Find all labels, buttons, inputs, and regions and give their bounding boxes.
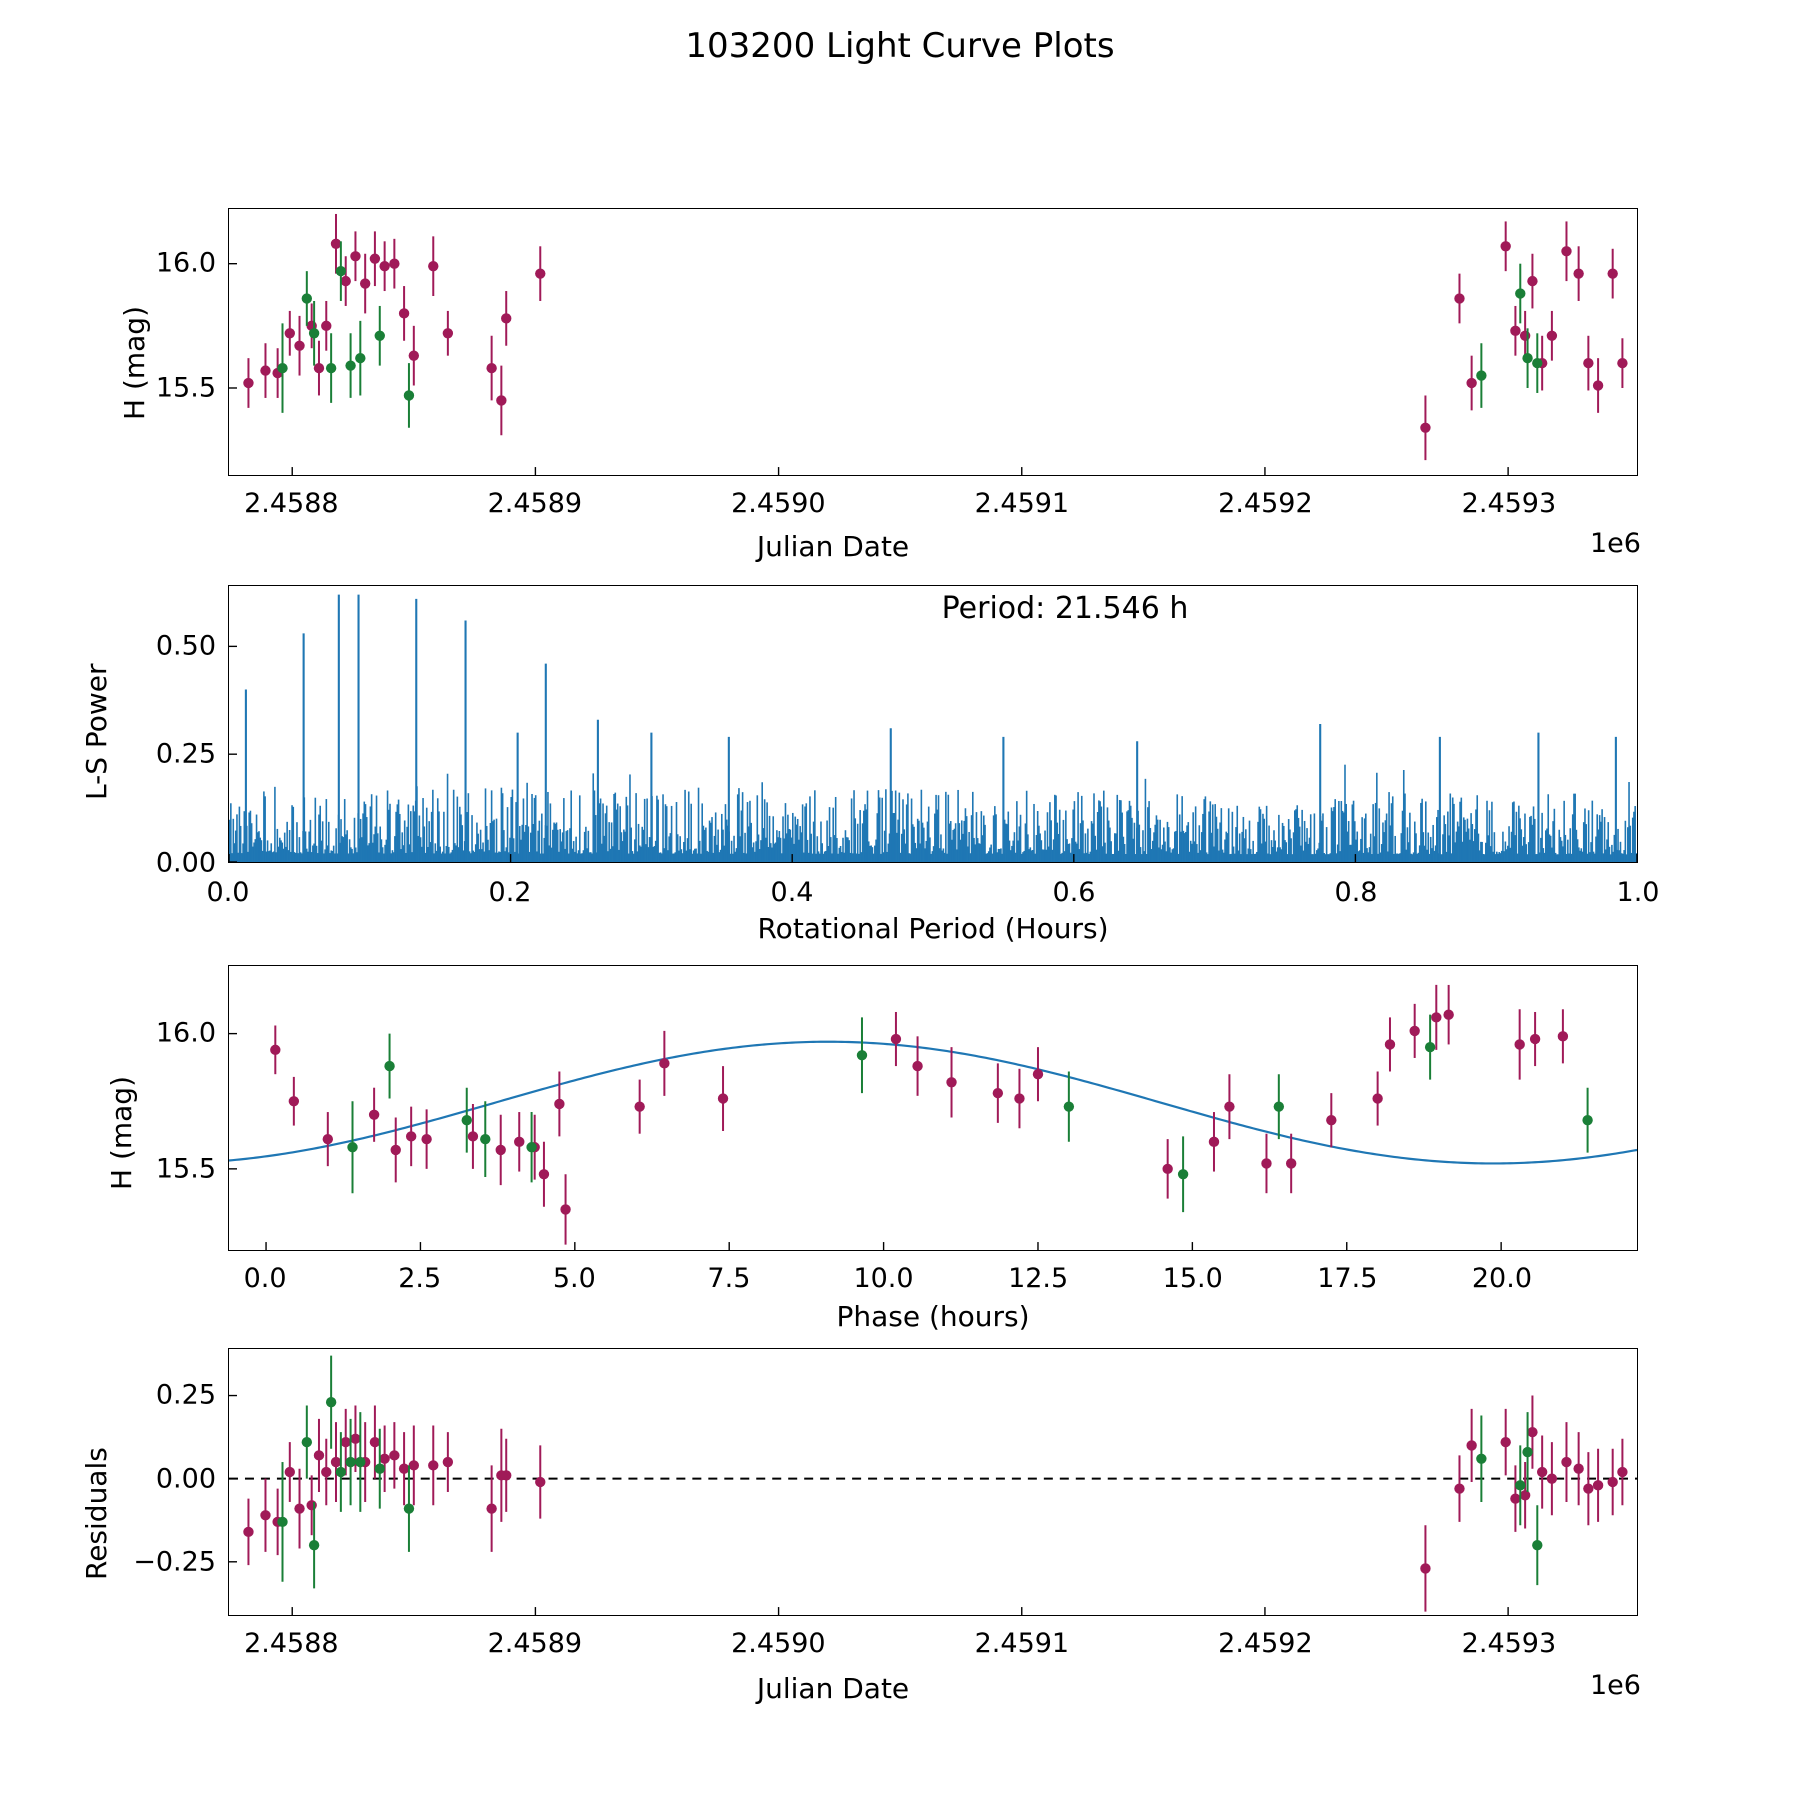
data-point [421, 1134, 431, 1144]
x-axis-label-3: Phase (hours) [836, 1300, 1030, 1333]
series-set-b [347, 1015, 1592, 1212]
data-point [1520, 1490, 1530, 1500]
data-point [360, 278, 370, 288]
x-tick-label: 2.4589 [487, 1628, 583, 1659]
x-tick-label: 7.5 [707, 1263, 751, 1294]
data-point [501, 1470, 511, 1480]
axes-frame-3 [228, 965, 1638, 1251]
data-point [1326, 1115, 1336, 1125]
data-point [336, 266, 346, 276]
series-set-a [243, 214, 1627, 460]
x-tick-label: 0.0 [243, 1263, 287, 1294]
series-set-a [270, 985, 1568, 1245]
data-point [345, 1457, 355, 1467]
data-point [285, 1467, 295, 1477]
data-point [1178, 1169, 1188, 1179]
plot-area-4 [229, 1349, 1637, 1615]
data-point [409, 1460, 419, 1470]
data-point [331, 1457, 341, 1467]
data-point [1573, 1464, 1583, 1474]
data-point [1607, 268, 1617, 278]
data-point [718, 1093, 728, 1103]
data-point [554, 1099, 564, 1109]
data-point [306, 1500, 316, 1510]
data-point [404, 390, 414, 400]
data-point [1561, 1457, 1571, 1467]
data-point [1537, 1467, 1547, 1477]
panel-phase-folded [228, 965, 1638, 1251]
data-point [1425, 1042, 1435, 1052]
x-tick-label: 12.5 [1008, 1263, 1069, 1294]
data-point [347, 1142, 357, 1152]
data-point [321, 321, 331, 331]
panel-periodogram [228, 585, 1638, 863]
data-point [946, 1077, 956, 1087]
data-point [370, 254, 380, 264]
y-axis-label-3: H (mag) [105, 1075, 138, 1190]
data-point [1510, 1493, 1520, 1503]
y-tick-label: 0.00 [155, 847, 216, 879]
y-tick-label: 0.25 [155, 738, 216, 770]
data-point [336, 1467, 346, 1477]
data-point [302, 1437, 312, 1447]
data-point [1515, 288, 1525, 298]
data-point [857, 1050, 867, 1060]
data-point [399, 1464, 409, 1474]
y-axis-label-1: H (mag) [118, 305, 151, 420]
data-point [1420, 1563, 1430, 1573]
data-point [1286, 1158, 1296, 1168]
data-point [539, 1169, 549, 1179]
data-point [1476, 370, 1486, 380]
data-point [406, 1131, 416, 1141]
data-point [331, 239, 341, 249]
data-point [294, 341, 304, 351]
data-point [468, 1131, 478, 1141]
data-point [535, 1477, 545, 1487]
data-point [1466, 378, 1476, 388]
data-point [1582, 1115, 1592, 1125]
data-point [1527, 1427, 1537, 1437]
data-point [1520, 331, 1530, 341]
data-point [1522, 353, 1532, 363]
axes-frame-2 [228, 585, 1638, 863]
data-point [321, 1467, 331, 1477]
fit-curve [229, 1042, 1637, 1164]
x-tick-label: 0.2 [488, 877, 532, 908]
x-tick-label: 10.0 [853, 1263, 914, 1294]
x-tick-label: 1.0 [1616, 877, 1660, 908]
data-point [993, 1088, 1003, 1098]
x-axis-offset-1: 1e6 [1590, 528, 1641, 559]
data-point [1162, 1164, 1172, 1174]
data-point [277, 363, 287, 373]
x-tick-label: 5.0 [552, 1263, 596, 1294]
y-axis-label-2: L-S Power [80, 663, 113, 800]
data-point [379, 261, 389, 271]
data-point [341, 1437, 351, 1447]
data-point [294, 1503, 304, 1513]
data-point [1515, 1480, 1525, 1490]
data-point [1593, 380, 1603, 390]
data-point [1532, 1540, 1542, 1550]
data-point [443, 1457, 453, 1467]
data-point [1583, 1483, 1593, 1493]
x-tick-label: 0.8 [1334, 877, 1378, 908]
x-tick-label: 2.4590 [731, 488, 826, 519]
data-point [891, 1034, 901, 1044]
data-point [326, 1397, 336, 1407]
data-point [486, 363, 496, 373]
data-point [355, 353, 365, 363]
data-point [496, 395, 506, 405]
data-point [309, 328, 319, 338]
x-axis-label-1: Julian Date [756, 530, 910, 563]
data-point [1527, 276, 1537, 286]
series-set-b [277, 241, 1542, 427]
data-point [399, 308, 409, 318]
y-tick-label: 0.25 [155, 1379, 216, 1411]
data-point [1514, 1039, 1524, 1049]
data-point [1593, 1480, 1603, 1490]
data-point [1500, 241, 1510, 251]
data-point [526, 1142, 536, 1152]
data-point [1385, 1039, 1395, 1049]
x-tick-label: 2.4588 [244, 1628, 339, 1659]
x-tick-label: 2.4591 [974, 1628, 1070, 1659]
series-set-a [243, 1396, 1627, 1612]
data-point [1530, 1034, 1540, 1044]
data-point [480, 1134, 490, 1144]
data-point [1583, 358, 1593, 368]
x-tick-label: 2.4590 [731, 1628, 826, 1659]
x-axis-label-4: Julian Date [756, 1672, 910, 1705]
data-point [462, 1115, 472, 1125]
y-tick-label: 0.00 [155, 1463, 216, 1495]
data-point [428, 261, 438, 271]
data-point [1224, 1101, 1234, 1111]
data-point [375, 1464, 385, 1474]
data-point [270, 1045, 280, 1055]
data-point [370, 1437, 380, 1447]
x-tick-label: 2.4592 [1218, 488, 1313, 519]
data-point [486, 1503, 496, 1513]
plot-area-3 [229, 966, 1637, 1250]
x-tick-label: 2.4593 [1461, 488, 1557, 519]
data-point [1573, 268, 1583, 278]
data-point [1522, 1447, 1532, 1457]
x-tick-label: 2.5 [398, 1263, 442, 1294]
data-point [1420, 423, 1430, 433]
data-point [243, 1527, 253, 1537]
data-point [1547, 1474, 1557, 1484]
data-point [314, 363, 324, 373]
data-point [309, 1540, 319, 1550]
data-point [1454, 1483, 1464, 1493]
panel-residuals [228, 1348, 1638, 1616]
plot-area-2 [229, 586, 1637, 862]
periodogram-spikes [230, 765, 1637, 862]
data-point [243, 378, 253, 388]
x-tick-label: 2.4591 [974, 488, 1070, 519]
data-point [384, 1061, 394, 1071]
data-point [289, 1096, 299, 1106]
data-point [350, 1434, 360, 1444]
x-axis-label-2: Rotational Period (Hours) [757, 912, 1109, 945]
y-tick-label: 0.50 [155, 630, 216, 662]
data-point [326, 363, 336, 373]
data-point [1617, 1467, 1627, 1477]
x-tick-label: 20.0 [1471, 1263, 1532, 1294]
x-tick-label: 0.0 [206, 877, 250, 908]
data-point [260, 1510, 270, 1520]
series-set-b [277, 1356, 1542, 1589]
x-tick-label: 2.4592 [1218, 1628, 1313, 1659]
data-point [1209, 1137, 1219, 1147]
data-point [1033, 1069, 1043, 1079]
data-point [560, 1204, 570, 1214]
data-point [1607, 1477, 1617, 1487]
data-point [514, 1137, 524, 1147]
y-tick-label: 16.0 [155, 247, 216, 279]
data-point [443, 328, 453, 338]
data-point [1454, 293, 1464, 303]
x-tick-label: 0.4 [770, 877, 814, 908]
x-tick-label: 0.6 [1052, 877, 1096, 908]
data-point [496, 1145, 506, 1155]
data-point [1561, 246, 1571, 256]
data-point [404, 1503, 414, 1513]
data-point [323, 1134, 333, 1144]
data-point [1532, 358, 1542, 368]
data-point [260, 365, 270, 375]
data-point [277, 1517, 287, 1527]
data-point [1014, 1093, 1024, 1103]
data-point [1409, 1026, 1419, 1036]
page-title: 103200 Light Curve Plots [685, 26, 1115, 66]
data-point [1274, 1101, 1284, 1111]
data-point [1500, 1437, 1510, 1447]
plot-area-1 [229, 209, 1637, 475]
data-point [634, 1101, 644, 1111]
y-tick-label: 15.5 [155, 1153, 216, 1185]
data-point [535, 268, 545, 278]
data-point [375, 331, 385, 341]
data-point [1372, 1093, 1382, 1103]
data-point [389, 1450, 399, 1460]
data-point [1617, 358, 1627, 368]
data-point [1261, 1158, 1271, 1168]
data-point [428, 1460, 438, 1470]
data-point [659, 1058, 669, 1068]
data-point [1476, 1454, 1486, 1464]
x-tick-label: 15.0 [1162, 1263, 1223, 1294]
data-point [389, 259, 399, 269]
axes-frame-1 [228, 208, 1638, 476]
period-annotation: Period: 21.546 h [941, 591, 1189, 626]
data-point [501, 313, 511, 323]
y-tick-label: −0.25 [133, 1546, 216, 1578]
x-tick-label: 2.4589 [487, 488, 583, 519]
data-point [1431, 1012, 1441, 1022]
data-point [409, 351, 419, 361]
data-point [1466, 1440, 1476, 1450]
data-point [285, 328, 295, 338]
data-point [341, 276, 351, 286]
y-tick-label: 16.0 [155, 1017, 216, 1049]
data-point [391, 1145, 401, 1155]
data-point [1558, 1031, 1568, 1041]
data-point [379, 1454, 389, 1464]
x-axis-offset-4: 1e6 [1590, 1670, 1641, 1701]
data-point [369, 1110, 379, 1120]
y-tick-label: 15.5 [155, 372, 216, 404]
data-point [345, 360, 355, 370]
x-tick-label: 2.4593 [1461, 1628, 1557, 1659]
data-point [314, 1450, 324, 1460]
data-point [302, 293, 312, 303]
data-point [350, 251, 360, 261]
data-point [1547, 331, 1557, 341]
data-point [1064, 1101, 1074, 1111]
data-point [355, 1457, 365, 1467]
x-tick-label: 17.5 [1317, 1263, 1378, 1294]
axes-frame-4 [228, 1348, 1638, 1616]
data-point [1443, 1010, 1453, 1020]
panel-lightcurve-time-series [228, 208, 1638, 476]
x-tick-label: 2.4588 [244, 488, 339, 519]
data-point [1510, 326, 1520, 336]
data-point [912, 1061, 922, 1071]
y-axis-label-4: Residuals [80, 1447, 113, 1580]
